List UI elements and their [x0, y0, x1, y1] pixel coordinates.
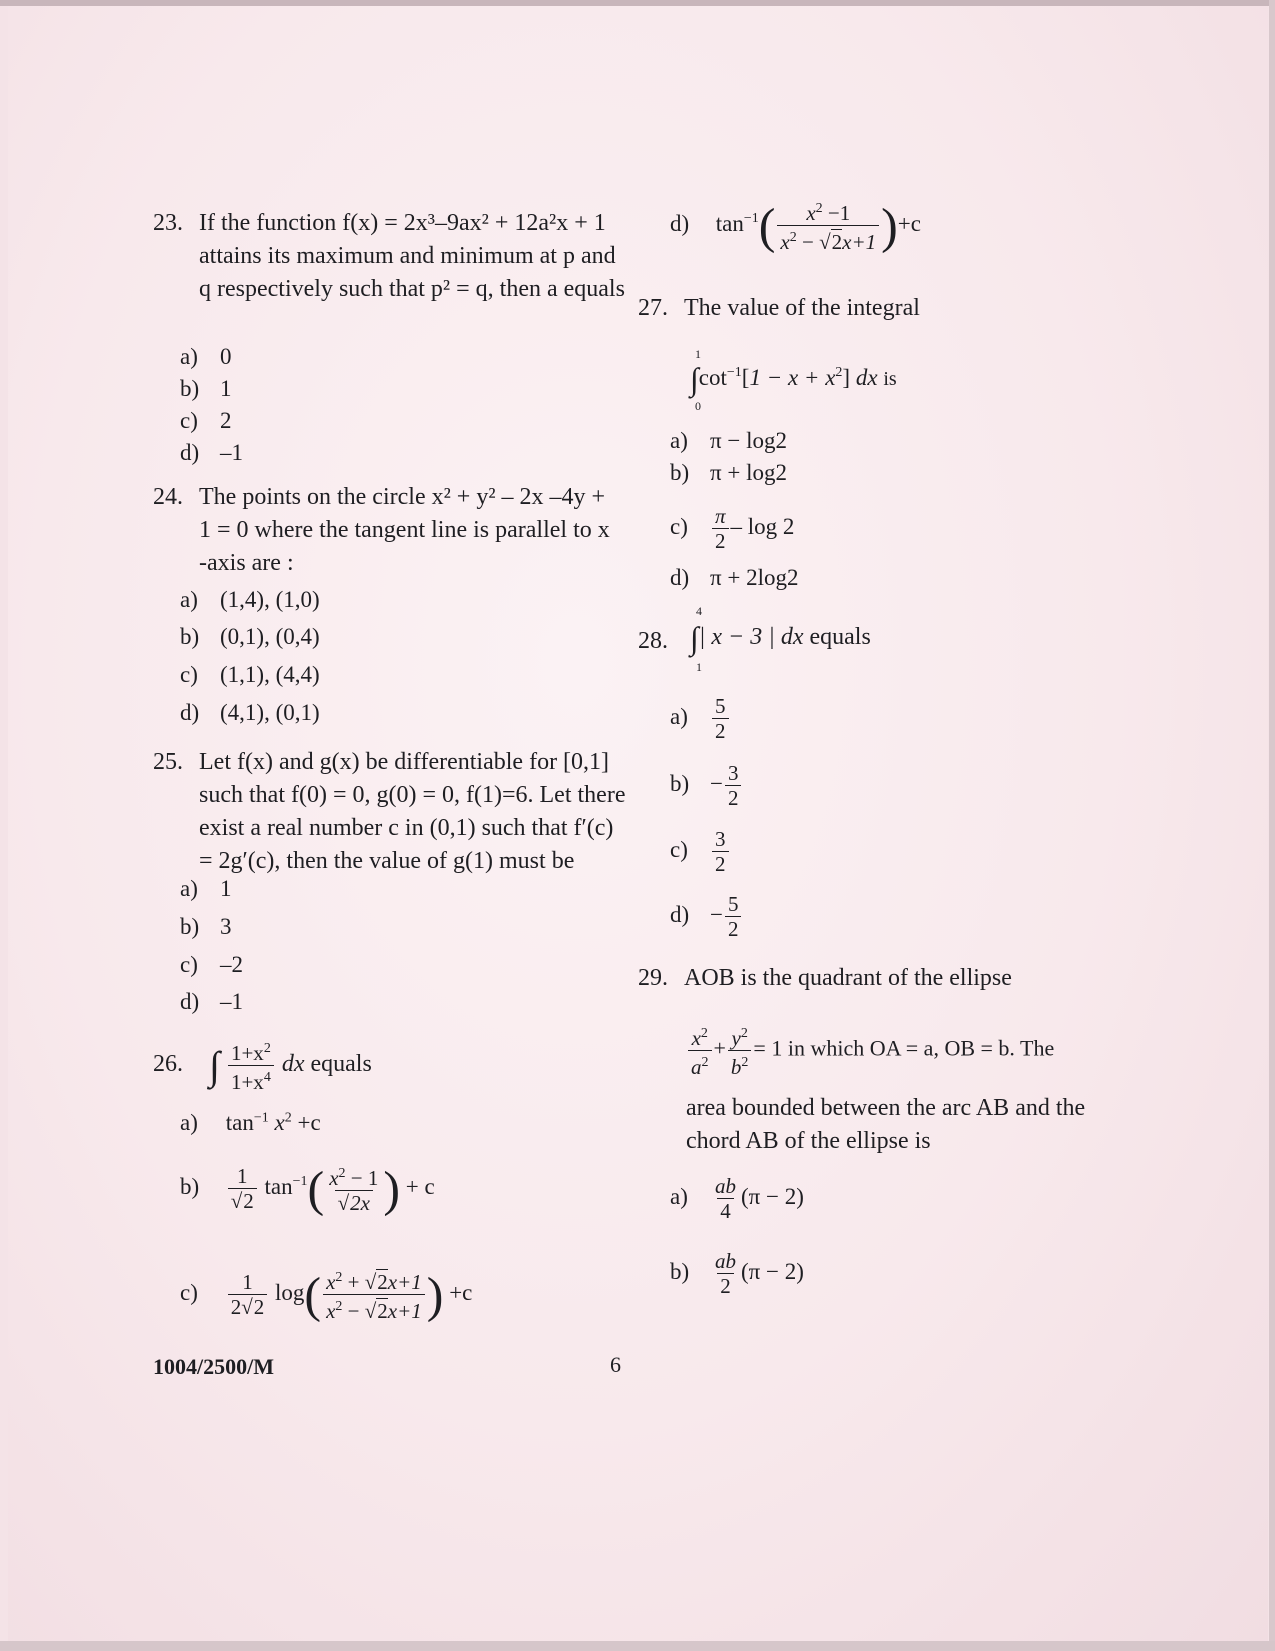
- question-28: 28. 4 1 ∫| x − 3 | dx equals: [638, 604, 871, 674]
- integral-sign: ∫: [209, 1043, 220, 1088]
- question-line: 1 = 0 where the tangent line is parallel to x: [199, 517, 610, 543]
- option-26d[interactable]: d) $\tan^{-1}$( $\frac{x^2 -1}{x^2 - √2x+1}$ )+c: [670, 197, 921, 254]
- option-29a[interactable]: a) $\frac{ab}{4}$ (π − 2): [670, 1174, 804, 1223]
- option-23b[interactable]: b) 1: [180, 376, 232, 401]
- question-number: 29.: [638, 965, 668, 991]
- option-27b[interactable]: b) π + log2: [670, 460, 787, 485]
- option-25d[interactable]: d) –1: [180, 989, 243, 1014]
- option-24b[interactable]: b) (0,1), (0,4): [180, 624, 320, 649]
- question-line: attains its maximum and minimum at p and: [199, 243, 616, 269]
- integral-27: 1 0 $\int\cot^{-1}[1 - x + x^2]$ dx is: [690, 347, 897, 413]
- question-line: area bounded between the arc AB and the: [686, 1095, 1086, 1121]
- question-25: [153, 746, 626, 881]
- integrand-fraction: $\frac{1+x^2}{1+x^4}$: [228, 1037, 274, 1094]
- page-number: 6: [610, 1352, 621, 1377]
- option-26c[interactable]: c) $\frac{1}{2√2}$ log( $\frac{x^2 + √2x+1}{x^2 - √2x+1}$ ) +c: [180, 1266, 473, 1323]
- question-text: [199, 746, 625, 878]
- question-number: 28.: [638, 628, 668, 654]
- option-28b[interactable]: b) − $\frac{3}{2}$: [670, 761, 743, 810]
- exam-page: [8, 4, 1268, 1644]
- ellipse-equation: $\frac{x^2}{a^2}$ + $\frac{y^2}{b^2}$ = 1 in which OA = a, OB = b. The: [686, 1022, 1054, 1079]
- option-26a[interactable]: a) $\tan^{-1} x^2 +c$: [180, 1110, 321, 1135]
- option-23d[interactable]: d) –1: [180, 440, 243, 465]
- question-text: [199, 481, 610, 580]
- option-24d[interactable]: d) (4,1), (0,1): [180, 700, 320, 725]
- question-line: The points on the circle x² + y² – 2x –4y +: [199, 484, 606, 510]
- option-28c[interactable]: c) $\frac{3}{2}$: [670, 827, 731, 876]
- option-28d[interactable]: d) − $\frac{5}{2}$: [670, 892, 743, 941]
- option-27a[interactable]: a) π − log2: [670, 428, 787, 453]
- question-text: AOB is the quadrant of the ellipse: [684, 965, 1012, 991]
- question-line: Let f(x) and g(x) be differentiable for [0,1]: [199, 749, 610, 775]
- option-25b[interactable]: b) 3: [180, 914, 232, 939]
- question-text: The value of the integral: [684, 295, 920, 321]
- option-24c[interactable]: c) (1,1), (4,4): [180, 662, 320, 687]
- question-number: 27.: [638, 295, 668, 321]
- question-29: [638, 962, 1238, 997]
- option-25a[interactable]: a) 1: [180, 876, 232, 901]
- question-23: [153, 207, 623, 317]
- scan-edge-top: [0, 0, 1275, 6]
- question-number: 23.: [153, 210, 183, 236]
- option-28a[interactable]: a) $\frac{5}{2}$: [670, 694, 731, 743]
- question-line: chord AB of the ellipse is: [686, 1128, 931, 1154]
- question-line: exist a real number c in (0,1) such that f′(c): [199, 815, 614, 841]
- question-26: 26. ∫ $\frac{1+x^2}{1+x^4}$ dx equals: [153, 1037, 372, 1094]
- option-27c[interactable]: c) $\frac{\pi}{2}$ – log 2: [670, 504, 795, 553]
- question-27: [638, 292, 1238, 327]
- question-number: 24.: [153, 484, 183, 510]
- question-number: 26.: [153, 1051, 183, 1078]
- option-23a[interactable]: a) 0: [180, 344, 232, 369]
- option-23c[interactable]: c) 2: [180, 408, 232, 433]
- question-line: such that f(0) = 0, g(0) = 0, f(1)=6. Let there: [199, 782, 626, 808]
- scan-edge-bottom: [0, 1641, 1275, 1651]
- question-text: [199, 207, 625, 306]
- option-24a[interactable]: a) (1,4), (1,0): [180, 587, 320, 612]
- option-26b[interactable]: b) $\frac{1}{√2}$ $\tan^{-1}$( $\frac{x^2 - 1}{√2x}$ ) + c: [180, 1160, 435, 1217]
- question-line: = 2g′(c), then the value of g(1) must be: [199, 848, 575, 874]
- question-line: -axis are :: [199, 550, 294, 576]
- option-25c[interactable]: c) –2: [180, 952, 243, 977]
- option-29b[interactable]: b) $\frac{ab}{2}$ (π − 2): [670, 1249, 804, 1298]
- question-29-continued: [686, 1092, 1246, 1162]
- question-24: [153, 481, 623, 586]
- scan-edge-right: [1269, 0, 1275, 1651]
- question-line: If the function f(x) = 2x³–9ax² + 12a²x + 1: [199, 210, 606, 236]
- paper-code: 1004/2500/M: [153, 1354, 274, 1379]
- question-line: q respectively such that p² = q, then a equals: [199, 276, 625, 302]
- option-27d[interactable]: d) π + 2log2: [670, 565, 799, 590]
- question-number: 25.: [153, 749, 183, 775]
